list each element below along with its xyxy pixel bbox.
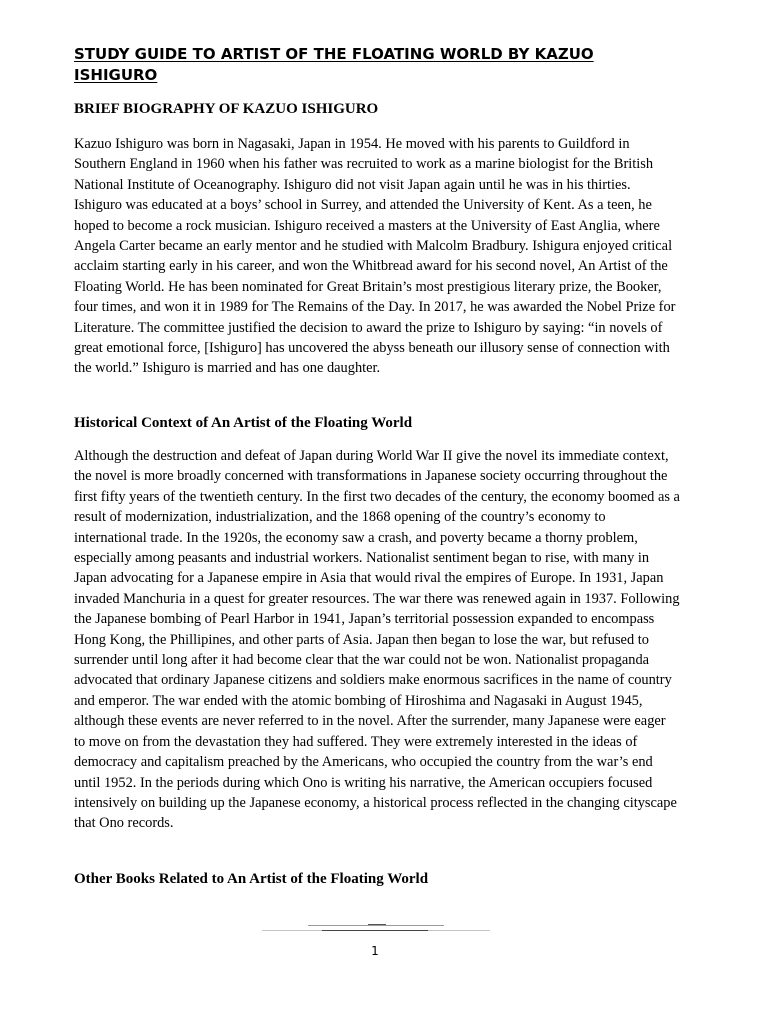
page-number: 1 (371, 944, 379, 958)
section-heading-other-books: Other Books Related to An Artist of the Floating World (74, 871, 429, 887)
document-title: STUDY GUIDE TO ARTIST OF THE FLOATING WORLD BY KAZUO ISHIGURO (74, 45, 594, 84)
section-body-historical-context: Although the destruction and defeat of Japan during World War II give the novel its immediate context, the novel is more broadly concerned with transformations in Japanese society occurring throughout the first fifty years of the twentieth century. In the first two decades of the century, the economy boomed as a result of modernization, industrialization, and the 1868 opening of the country’s economy to international trade. In the 1920s, the economy saw a crash, and poverty became a thorny problem, especially among peasants and industrial workers. Nationalist sentiment began to rise, with many in Japan advocating for a Japanese empire in Asia that would rival the empires of Europe. In 1931, Japan invaded Manchuria in a quest for greater resources. The war there was renewed again in 1937. Following the Japanese bombing of Pearl Harbor in 1941, Japan’s territorial possession expanded to encompass Hong Kong, the Phillipines, and other parts of Asia. Japan then began to lose the war, but refused to surrender until long after it had become clear that the war could not be won. Nationalist propaganda advocated that ordinary Japanese citizens and soldiers make enormous sacrifices in the name of country and emperor. The war ended with the atomic bombing of Hiroshima and Nagasaki in August 1945, although these events are never referred to in the novel. After the surrender, many Japanese were eager to move on from the devastation they had suffered. They were extremely interested in the ideas of democracy and capitalism preached by the Americans, who occupied the country from the war’s end until 1952. In the periods during which Ono is writing his narrative, the American occupiers focused intensively on building up the Japanese economy, a historical process reflected in the changing cityscape that Ono records. (74, 448, 680, 832)
section-heading-biography: BRIEF BIOGRAPHY OF KAZUO ISHIGURO (74, 101, 379, 117)
section-heading-historical-context: Historical Context of An Artist of the Floating World (74, 415, 413, 431)
section-body-biography: Kazuo Ishiguro was born in Nagasaki, Japan in 1954. He moved with his parents to Guildford in Southern England in 1960 when his father was recruited to work as a marine biologist for the British National Institute of Oceanography. Ishiguro did not visit Japan again until he was in his thirties. Ishiguro was educated at a boys’ school in Surrey, and attended the University of Kent. As a teen, he hoped to become a rock musician. Ishiguro received a masters at the University of East Anglia, where Angela Carter became an early mentor and he studied with Malcolm Bradbury. Ishigura enjoyed critical acclaim starting early in his career, and won the Whitbread award for his second novel, An Artist of the Floating World. He has been nominated for Great Britain’s most prestigious literary prize, the Booker, four times, and won it in 1989 for The Remains of the Day. In 2017, he was awarded the Nobel Prize for Literature. The committee justified the decision to award the prize to Ishiguro by saying: “in novels of great emotional force, [Ishiguro] has uncovered the abyss beneath our illusory sense of connection with the world.” Ishiguro is married and has one daughter. (74, 136, 676, 377)
footer-divider (262, 924, 490, 934)
